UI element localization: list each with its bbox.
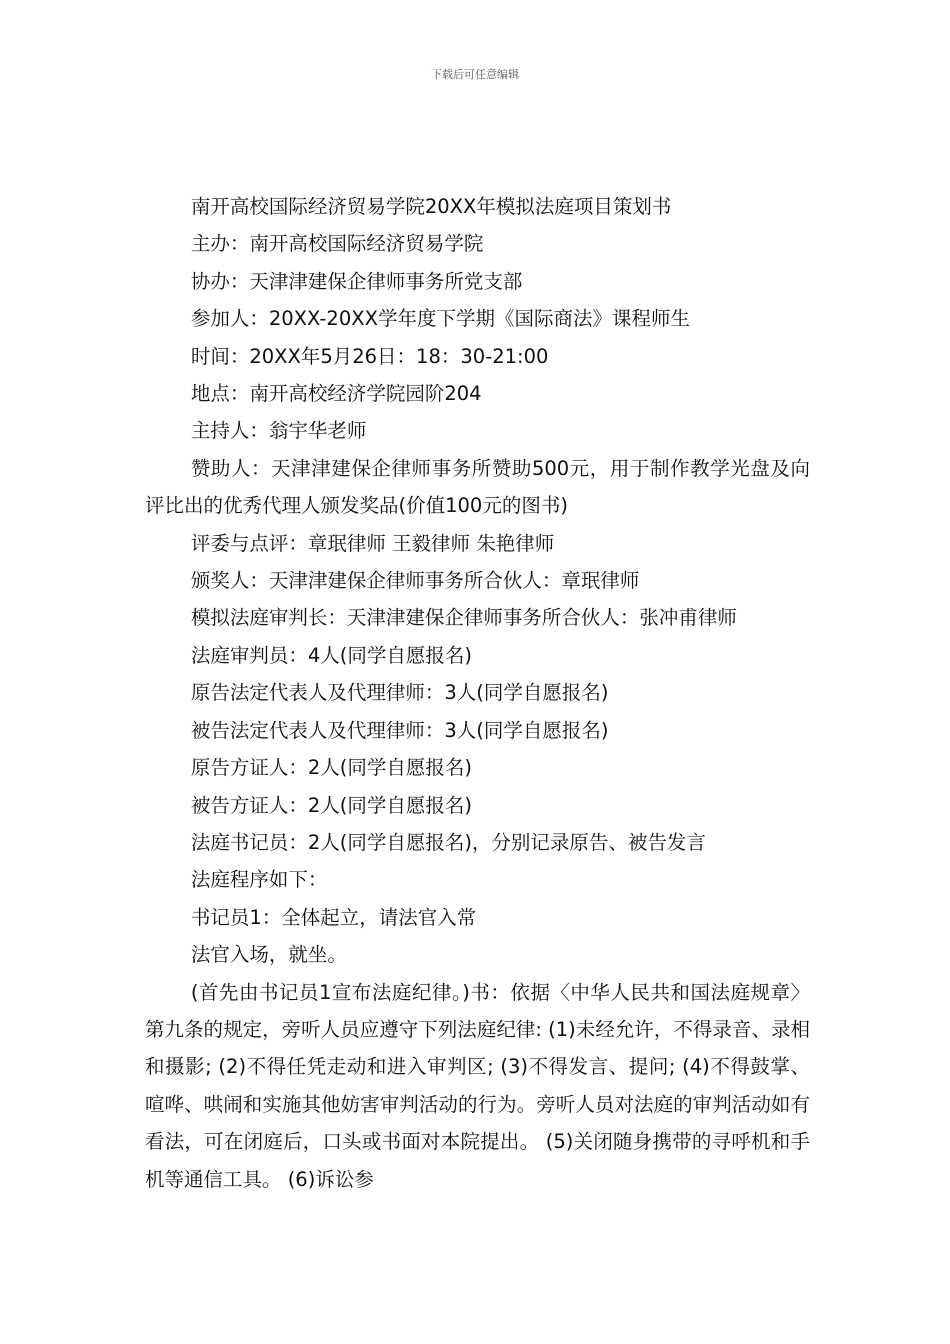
paragraph-host: 主持人：翁宇华老师 (190, 419, 367, 443)
paragraph-sponsor: 赞助人：天津津建保企律师事务所赞助500元，用于制作教学光盘及向评比出的优秀代理人颁发奖品(价值100元的图书) (145, 456, 810, 518)
paragraph-plaintiff-counsel: 原告法定代表人及代理律师：3人(同学自愿报名) (190, 681, 609, 705)
paragraph-plaintiff-witness: 原告方证人：2人(同学自愿报名) (190, 756, 472, 780)
paragraph-award-presenter: 颁奖人：天津津建保企律师事务所合伙人：章珉律师 (190, 569, 640, 593)
paragraph-co-organizer: 协办：天津津建保企律师事务所党支部 (190, 269, 523, 293)
paragraph-procedure-heading: 法庭程序如下： (190, 868, 328, 892)
paragraph-organizer: 主办：南开高校国际经济贸易学院 (190, 232, 484, 256)
paragraph-clerks: 法庭书记员：2人(同学自愿报名)，分别记录原告、被告发言 (190, 830, 706, 854)
paragraph-time: 时间：20XX年5月26日：18：30-21:00 (190, 344, 549, 368)
paragraph-judges: 评委与点评：章珉律师 王毅律师 朱艳律师 (190, 531, 555, 555)
paragraph-presiding-judge: 模拟法庭审判长：天津津建保企律师事务所合伙人：张冲甫律师 (190, 606, 737, 630)
paragraph-court-rules: (首先由书记员1宣布法庭纪律。)书：依据〈中华人民共和国法庭规章〉第九条的规定，旁听人员应遵守下列法庭纪律: (1)未经允许，不得录音、录相和摄影; (2)不得任凭走动和进入审判区; (3)不得发言、提问; (4)不得鼓掌、喧哗、哄闹和实施其他妨害审判活动的行为。旁听人员对法庭的审判活动如有看法，可在闭庭后，口头或书面对本院提出。 (5)关闭随身携带的寻呼机和手机等通信工具。 (6)诉讼参 (145, 980, 810, 1191)
paragraph-clerk-announcement: 书记员1：全体起立，请法官入常 (190, 905, 477, 929)
paragraph-participants: 参加人：20XX-20XX学年度下学期《国际商法》课程师生 (190, 307, 690, 331)
paragraph-judges-enter: 法官入场，就坐。 (190, 943, 347, 967)
page-header: 下载后可任意编辑 (431, 68, 519, 81)
document-title: 南开高校国际经济贸易学院20XX年模拟法庭项目策划书 (190, 195, 672, 218)
document-body (145, 188, 810, 1198)
paragraph-location: 地点：南开高校经济学院园阶204 (190, 382, 482, 406)
paragraph-defendant-witness: 被告方证人：2人(同学自愿报名) (190, 793, 472, 817)
paragraph-court-judges: 法庭审判员：4人(同学自愿报名) (190, 643, 472, 667)
paragraph-defendant-counsel: 被告法定代表人及代理律师：3人(同学自愿报名) (190, 718, 609, 742)
